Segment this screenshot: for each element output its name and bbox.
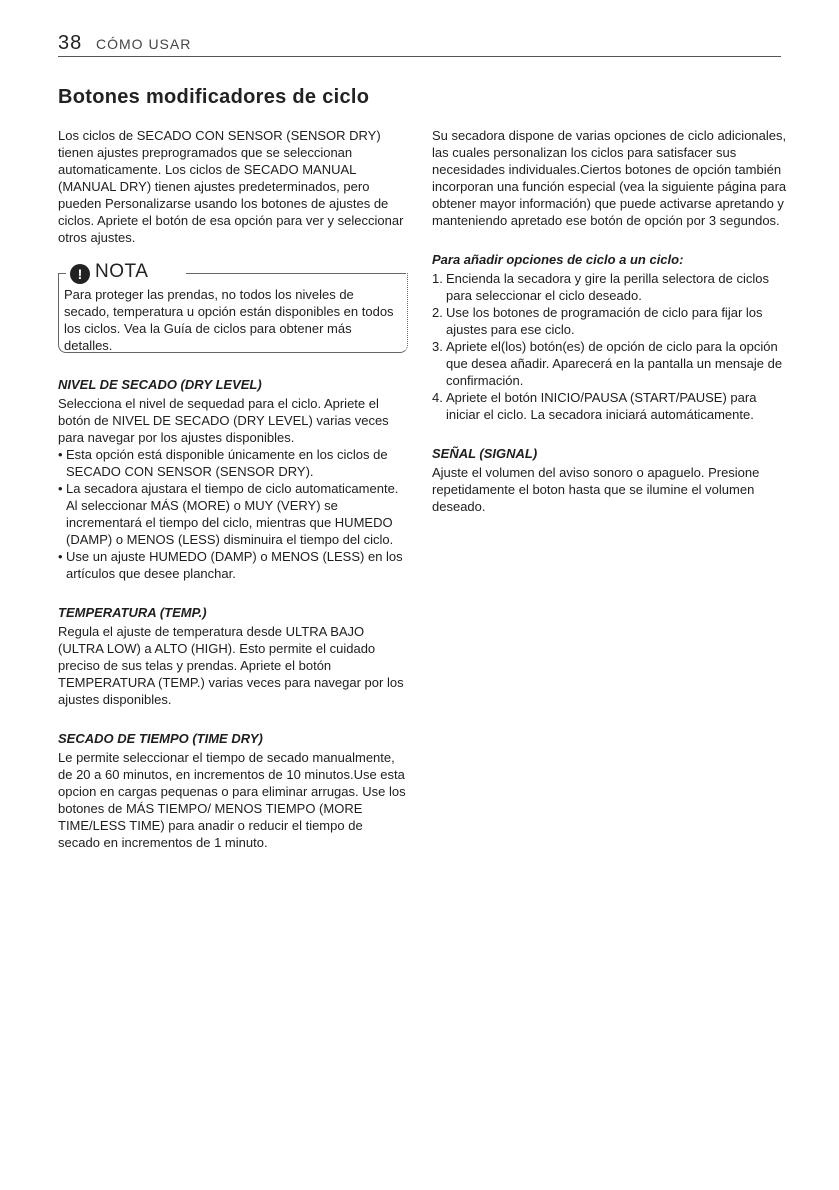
warning-icon: ! [70,264,90,284]
step-number: 1. [432,271,443,286]
right-column [432,127,790,515]
bullet-item: • Esta opción está disponible únicamente en los ciclos de SECADO CON SENSOR (SENSOR DRY). [58,446,408,480]
bullet-item: • La secadora ajustara el tiempo de ciclo automaticamente. Al seleccionar MÁS (MORE) o MUY (VERY) se incrementará el tiempo del ciclo, mientras que HUMEDO (DAMP) o MENOS (LESS) disminuira el tiempo del ciclo. [58,480,408,548]
step-item [432,389,790,423]
page-number: 38 [58,32,83,54]
dry-level-text: Selecciona el nivel de sequedad para el ciclo. Apriete el botón de NIVEL DE SECADO (DRY LEVEL) varias veces para navegar por los ajustes disponibles. [58,396,389,445]
add-options-heading: Para añadir opciones de ciclo a un ciclo: [432,252,684,267]
dry-level-bullets [58,446,408,582]
time-dry-heading: SECADO DE TIEMPO (TIME DRY) [58,731,263,746]
temp-heading: TEMPERATURA (TEMP.) [58,605,207,620]
intro-paragraph: Los ciclos de SECADO CON SENSOR (SENSOR DRY) tienen ajustes preprogramados que se seleccionan automaticamente. Los ciclos de SECADO MANUAL (MANUAL DRY) tienen ajustes predeterminados, pero pueden Personalizarse usando los botones de ajustes de ciclos. Apriete el botón de esa opción para ver y seleccionar otros ajustes. [58,128,404,245]
left-column [58,127,408,851]
step-text: Use los botones de programación de ciclo para fijar los ajustes para ese ciclo. [446,305,763,337]
step-text: Apriete el botón INICIO/PAUSA (START/PAUSE) para iniciar el ciclo. La secadora iniciará automáticamente. [446,390,757,422]
options-intro: Su secadora dispone de varias opciones de ciclo adicionales, las cuales personalizan los ciclos para satisfacer sus necesidades individuales.Ciertos botones de opción también incorporan una función especial (vea la siguiente página para obtener mayor información) que puede activarse apretando y manteniendo apretado ese botón de opción por 3 segundos. [432,128,787,228]
section-name: CÓMO USAR [96,36,192,52]
dry-level-heading: NIVEL DE SECADO (DRY LEVEL) [58,377,262,392]
page-header [58,30,781,57]
step-text: Encienda la secadora y gire la perilla selectora de ciclos para seleccionar el ciclo deseado. [446,271,770,303]
page-title: Botones modificadores de ciclo [58,86,370,108]
note-label: NOTA [95,261,149,282]
signal-heading: SEÑAL (SIGNAL) [432,446,538,461]
note-divider [58,273,66,274]
note-box [58,261,408,358]
temp-text: Regula el ajuste de temperatura desde ULTRA BAJO (ULTRA LOW) a ALTO (HIGH). Esto permite el cuidado preciso de sus telas y prendas. Apriete el botón TEMPERATURA (TEMP.) varias veces para navegar por los ajustes disponibles. [58,624,404,707]
step-number: 2. [432,305,443,320]
bullet-item: • Use un ajuste HUMEDO (DAMP) o MENOS (LESS) en los artículos que desee planchar. [58,548,408,582]
step-number: 3. [432,339,443,354]
note-header [58,261,408,284]
step-text: Apriete el(los) botón(es) de opción de ciclo para la opción que desea añadir. Aparecerá en la pantalla un mensaje de confirmación. [446,339,783,388]
step-item [432,338,790,389]
note-divider [186,273,406,274]
step-item [432,304,790,338]
step-number: 4. [432,390,443,405]
signal-text: Ajuste el volumen del aviso sonoro o apaguelo. Presione repetidamente el boton hasta que se ilumine el volumen deseado. [432,465,760,514]
step-item [432,270,790,304]
time-dry-text: Le permite seleccionar el tiempo de secado manualmente, de 20 a 60 minutos, en incrementos de 10 minutos.Use esta opcion en cargas pequenas o para eliminar arrugas. Use los botones de MÁS TIEMPO/ MENOS TIEMPO (MORE TIME/LESS TIME) para anadir o reducir el tiempo de secado en incrementos de 1 minuto. [58,750,406,850]
add-options-steps [432,270,790,423]
note-text: Para proteger las prendas, no todos los niveles de secado, temperatura u opción están disponibles en todos los ciclos. Vea la Guía de ciclos para obtener más detalles. [64,287,394,353]
